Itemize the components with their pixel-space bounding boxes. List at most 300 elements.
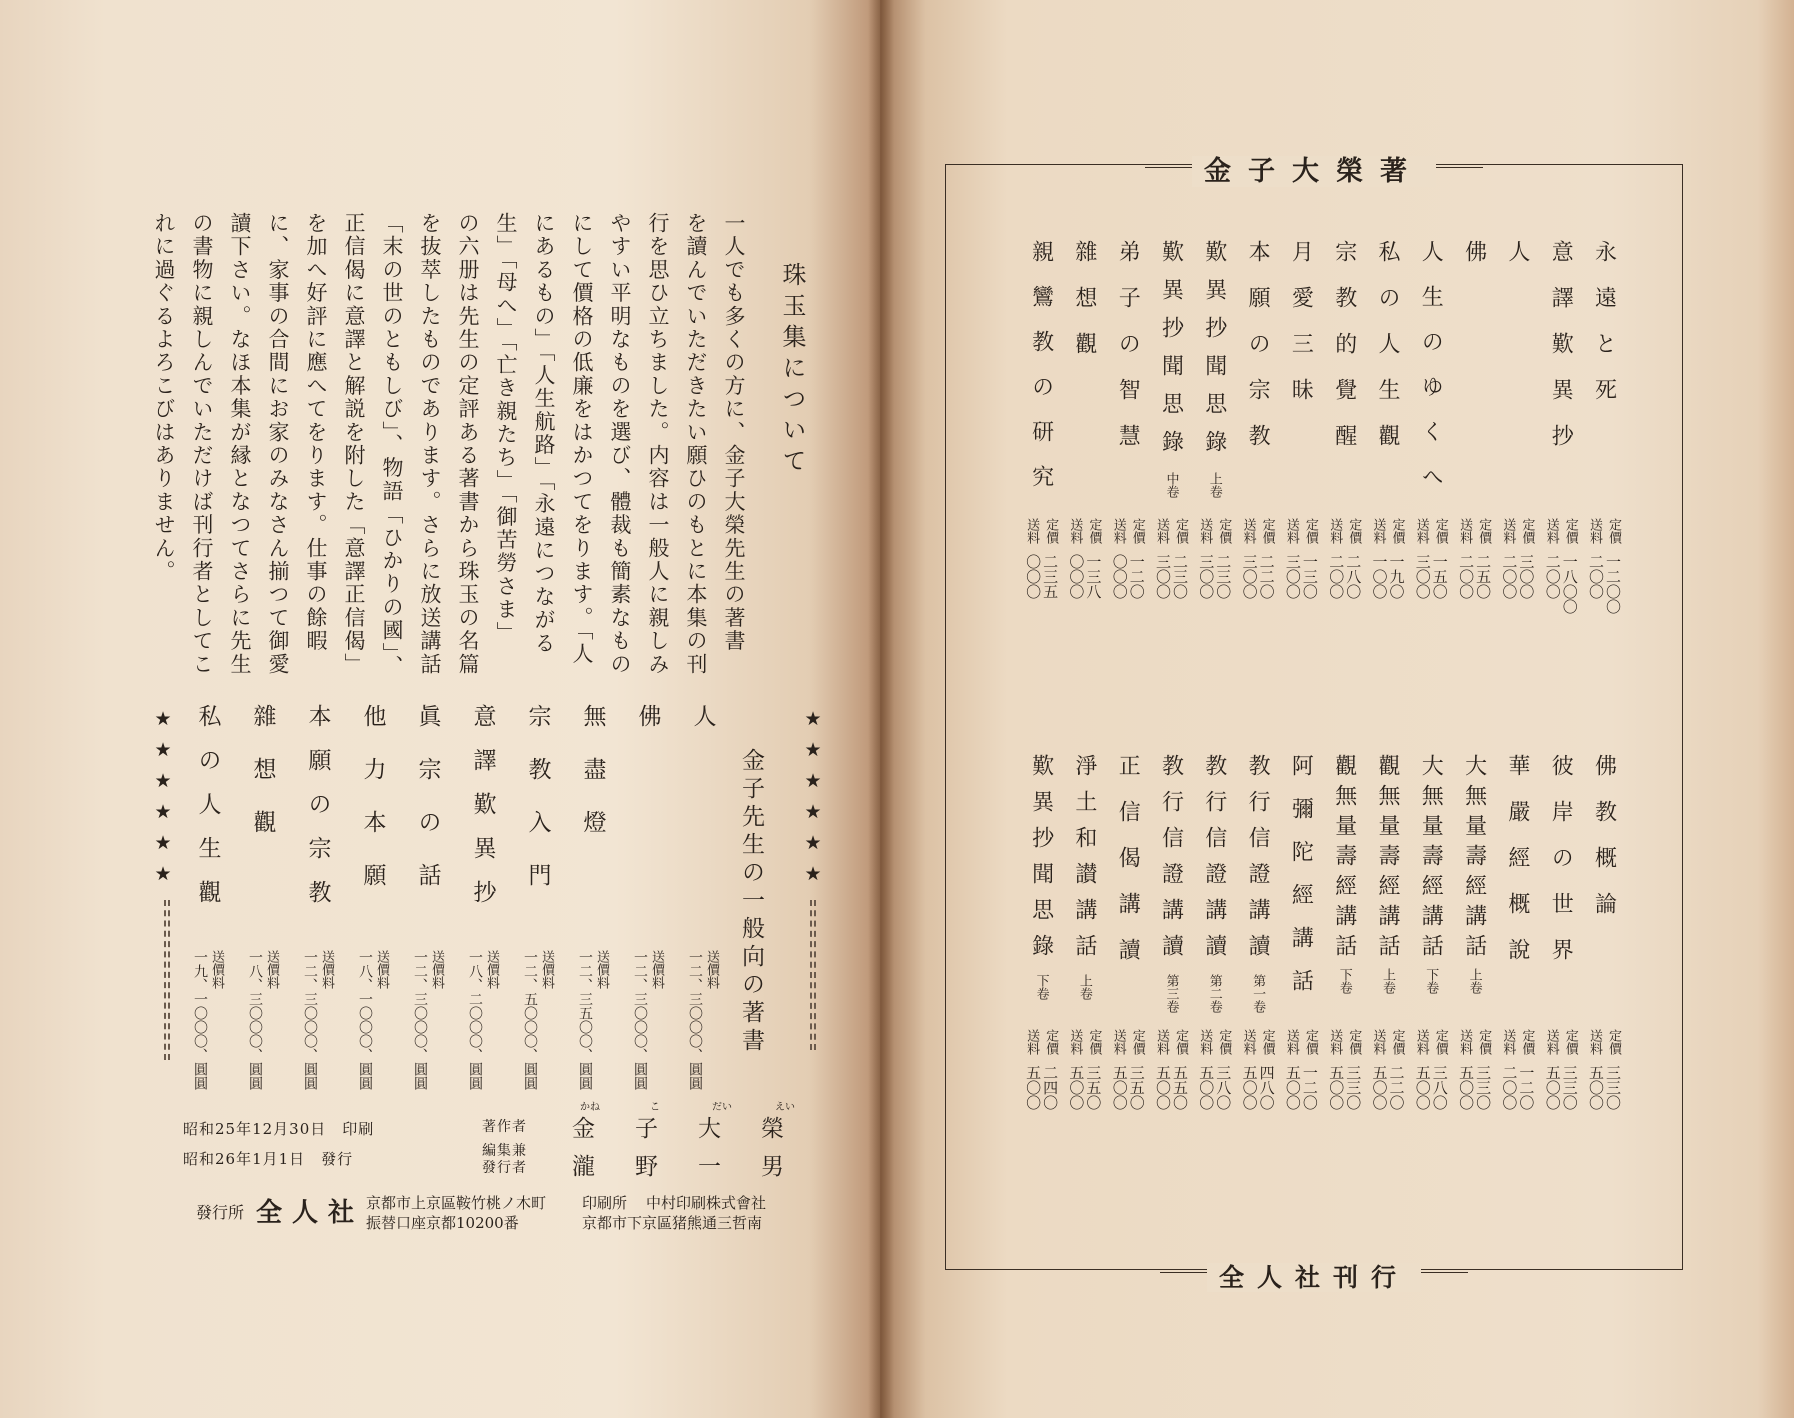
- price-label-teika: 定價: [1346, 1029, 1362, 1055]
- catalog-book-title: 佛: [1461, 240, 1487, 262]
- catalog-book-title: 佛教概論: [1591, 754, 1617, 938]
- price-label-soryo: 送料: [1154, 518, 1169, 544]
- catalog-book-price: [1020, 518, 1062, 599]
- postage-value: 二〇〇: [1500, 1065, 1519, 1110]
- general-book-price: [460, 950, 506, 1090]
- catalog-book-price: [1410, 1029, 1452, 1110]
- catalog-book-volume: 下卷: [1336, 968, 1352, 994]
- general-book-price-value: 一二、三五〇〇、圓圓: [577, 950, 593, 1090]
- price-label-teika: 定價: [1086, 1029, 1102, 1055]
- general-book-price-value: 一八、一〇〇〇、圓圓: [357, 950, 373, 1090]
- general-book-title: 佛: [634, 704, 661, 727]
- price-value: 一五〇: [1430, 554, 1449, 599]
- publisher-name: 全人社: [256, 1198, 365, 1228]
- price-label-teika: 定價: [1259, 518, 1275, 544]
- general-book-entry: [680, 704, 726, 1090]
- catalog-book-price: [1367, 518, 1409, 599]
- intro-line: を抜萃したものであります。さらに放送講話: [418, 212, 442, 676]
- catalog-book-entry: [1193, 240, 1235, 599]
- general-book-price-value: 一二、三〇〇〇、圓圓: [632, 950, 648, 1090]
- general-book-price: [185, 950, 231, 1090]
- general-book-title: 私の人生觀: [194, 704, 221, 924]
- catalog-book-price: [1323, 1029, 1365, 1110]
- general-book-entry: [515, 704, 561, 1090]
- price-label-teika: 定價: [1562, 518, 1578, 544]
- general-book-entry: [625, 704, 671, 1090]
- price-value: 二五〇: [1474, 554, 1493, 599]
- general-book-price-value: 一九、一〇〇〇、圓圓: [192, 950, 208, 1090]
- general-book-price-label: 送價料: [319, 950, 334, 989]
- catalog-book-title: 歎異抄聞思錄: [1158, 240, 1184, 468]
- general-book-price: [515, 950, 561, 1090]
- catalog-book-entry: [1150, 240, 1192, 599]
- catalog-book-entry: [1496, 754, 1538, 1110]
- catalog-book-title: 觀無量壽經講話: [1331, 754, 1357, 964]
- catalog-book-title: 雜想觀: [1071, 240, 1097, 378]
- price-label-soryo: 送料: [1327, 1029, 1343, 1055]
- catalog-header: [945, 151, 1683, 190]
- catalog-book-title: 意譯歎異抄: [1548, 240, 1574, 470]
- printer-address: 京都市下京區猪熊通三哲南: [582, 1214, 763, 1232]
- catalog-book-price: [1237, 1029, 1279, 1110]
- price-label-teika: 定價: [1173, 1029, 1188, 1055]
- price-value: 二二〇: [1257, 554, 1276, 599]
- price-label-teika: 定價: [1389, 1029, 1405, 1055]
- catalog-book-price: [1453, 518, 1495, 599]
- catalog-book-entry: [1237, 240, 1279, 599]
- general-book-title: 雜想觀: [249, 704, 276, 863]
- author-ruby-2: こ: [650, 1102, 660, 1113]
- price-label-soryo: 送料: [1283, 518, 1299, 544]
- price-value: 五五〇: [1171, 1065, 1189, 1110]
- postage-value: 五〇〇: [1067, 1065, 1086, 1110]
- price-label-teika: 定價: [1606, 518, 1621, 544]
- price-label-teika: 定價: [1259, 1029, 1275, 1055]
- price-label-teika: 定價: [1476, 1029, 1492, 1055]
- price-label-soryo: 送料: [1067, 1029, 1083, 1055]
- general-book-entry: [350, 704, 396, 1090]
- catalog-book-title: 正信偈講讀: [1115, 754, 1141, 984]
- catalog-book-title: 歎異抄聞思錄: [1028, 754, 1054, 970]
- general-book-price-value: 一二、三〇〇〇、圓圓: [302, 950, 318, 1090]
- price-label-teika: 定價: [1086, 518, 1102, 544]
- author-ruby-4: えい: [775, 1102, 795, 1113]
- catalog-book-title: 觀無量壽經講話: [1375, 754, 1400, 964]
- price-label-teika: 定價: [1043, 518, 1059, 544]
- postage-value: 二〇〇: [1500, 554, 1519, 599]
- general-book-price-label: 送價料: [374, 950, 389, 989]
- catalog-book-entry: [1020, 754, 1062, 1110]
- catalog-book-title: 教行信證講讀: [1158, 754, 1184, 970]
- price-value: 二三五: [1041, 554, 1060, 599]
- price-value: 一八〇〇: [1560, 554, 1579, 614]
- catalog-book-entry: [1453, 754, 1495, 1110]
- catalog-book-title: 永遠と死: [1591, 240, 1617, 424]
- editor-role-1: 編集兼: [482, 1143, 527, 1159]
- catalog-book-title: 彼岸の世界: [1548, 754, 1574, 984]
- general-book-entry: [295, 704, 341, 1090]
- intro-line: に、家事の合間にお家のみなさん揃つて御愛: [266, 212, 290, 676]
- price-label-soryo: 送料: [1197, 1029, 1213, 1055]
- stars-right: ★★★★★★: [802, 708, 824, 894]
- catalog-book-price: [1583, 1029, 1625, 1110]
- postage-value: 二〇〇: [1543, 554, 1562, 599]
- price-label-soryo: 送料: [1327, 518, 1343, 544]
- intro-line: 一人でも多くの方に、金子大榮先生の著書: [722, 212, 746, 653]
- price-value: 一三八: [1084, 554, 1103, 599]
- general-book-price-value: 一八、二〇〇〇、圓圓: [467, 950, 483, 1090]
- price-value: 一二〇: [1127, 554, 1146, 599]
- intro-line: を讀んでいただきたい願ひのもとに本集の刊: [684, 212, 708, 676]
- dashed-rule-left: [164, 900, 170, 1060]
- author-name: 金子大榮: [572, 1116, 824, 1142]
- postage-value: 五〇〇: [1154, 1065, 1172, 1110]
- price-label-teika: 定價: [1476, 518, 1492, 544]
- general-book-title: 眞宗の話: [414, 704, 441, 916]
- catalog-book-title: 宗教的覺醒: [1331, 240, 1357, 470]
- catalog-book-entry: [1323, 754, 1365, 1110]
- catalog-book-volume: 上卷: [1076, 974, 1092, 1000]
- general-book-price-label: 送價料: [539, 950, 554, 989]
- publisher-address: 京都市上京區鞍竹桃ノ木町: [366, 1194, 547, 1212]
- catalog-book-volume: 下卷: [1423, 968, 1439, 994]
- catalog-book-entry: [1540, 754, 1582, 1110]
- general-book-price-value: 一二、三〇〇〇、圓圓: [687, 950, 703, 1090]
- catalog-book-title: 弟子の智慧: [1115, 240, 1141, 470]
- catalog-footer: [945, 1258, 1683, 1294]
- catalog-book-title: 私の人生觀: [1375, 240, 1400, 470]
- general-book-entry: [185, 704, 231, 1090]
- general-book-price: [350, 950, 396, 1090]
- general-book-title: 宗教入門: [524, 704, 551, 916]
- catalog-book-title: 月愛三昧: [1288, 240, 1314, 424]
- catalog-book-price: [1496, 518, 1538, 599]
- catalog-book-title: 人: [1504, 240, 1530, 262]
- price-label-soryo: 送料: [1067, 518, 1083, 544]
- intro-line: 正信偈に意譯と解説を附した「意譯正信偈」: [342, 212, 366, 676]
- catalog-book-price: [1540, 1029, 1582, 1110]
- general-book-price-value: 一二、五〇〇〇、圓圓: [522, 950, 538, 1090]
- catalog-book-price: [1280, 1029, 1322, 1110]
- price-label-soryo: 送料: [1543, 1029, 1559, 1055]
- intro-title: 珠玉集について: [778, 262, 806, 479]
- price-label-teika: 定價: [1173, 518, 1188, 544]
- catalog-book-entry: [1583, 754, 1625, 1110]
- postage-value: 五〇〇: [1587, 1065, 1605, 1110]
- postage-value: 五〇〇: [1197, 1065, 1216, 1110]
- catalog-book-price: [1150, 1029, 1192, 1110]
- catalog-book-price: [1410, 518, 1452, 599]
- general-book-price-label: 送價料: [594, 950, 609, 989]
- catalog-book-entry: [1280, 754, 1322, 1110]
- postage-value: 三〇〇: [1154, 554, 1172, 599]
- intro-line: にして價格の低廉をはかつてをります。「人: [570, 212, 594, 666]
- general-book-price: [570, 950, 616, 1090]
- intro-line: 行を思ひ立ちました。内容は一般人に親しみ: [646, 212, 670, 676]
- publisher-account: 振替口座京都10200番: [366, 1214, 519, 1232]
- catalog-book-price: [1107, 518, 1149, 599]
- postage-value: 五〇〇: [1024, 1065, 1043, 1110]
- postage-value: 五〇〇: [1327, 1065, 1346, 1110]
- catalog-book-entry: [1280, 240, 1322, 599]
- postage-value: 〇〇〇: [1110, 554, 1129, 599]
- price-label-teika: 定價: [1432, 1029, 1448, 1055]
- catalog-book-title: 教行信證講讀: [1245, 754, 1271, 970]
- price-label-teika: 定價: [1606, 1029, 1621, 1055]
- general-book-title: 他力本願: [359, 704, 386, 916]
- price-label-soryo: 送料: [1587, 1029, 1602, 1055]
- catalog-book-entry: [1063, 754, 1105, 1110]
- price-label-teika: 定價: [1519, 1029, 1535, 1055]
- postage-value: 五〇〇: [1457, 1065, 1476, 1110]
- postage-value: 二〇〇: [1587, 554, 1605, 599]
- postage-value: 〇〇〇: [1067, 554, 1086, 599]
- book-gutter: [868, 0, 894, 1418]
- postage-value: 一〇〇: [1370, 554, 1389, 599]
- catalog-book-price: [1063, 1029, 1105, 1110]
- catalog-book-volume: 第三卷: [1163, 974, 1179, 1013]
- catalog-book-price: [1107, 1029, 1149, 1110]
- general-book-price-label: 送價料: [649, 950, 664, 989]
- catalog-book-price: [1453, 1029, 1495, 1110]
- intro-line: の六册は先生の定評ある著書から珠玉の名篇: [456, 212, 480, 676]
- catalog-book-entry: [1583, 240, 1625, 614]
- price-label-teika: 定價: [1216, 1029, 1232, 1055]
- catalog-book-volume: 下卷: [1033, 974, 1049, 1000]
- price-value: 三三〇: [1560, 1065, 1579, 1110]
- catalog-header-title: 金子大榮著: [1192, 156, 1436, 187]
- intro-line: を加へ好評に應へてをります。仕事の餘暇: [304, 212, 328, 653]
- price-value: 四八〇: [1257, 1065, 1276, 1110]
- general-book-title: 人: [689, 704, 716, 727]
- price-label-soryo: 送料: [1110, 518, 1126, 544]
- catalog-footer-title: 全人社刊行: [1207, 1263, 1421, 1292]
- price-value: 一二〇〇: [1604, 554, 1622, 614]
- general-book-price-value: 一八、三〇〇〇、圓圓: [247, 950, 263, 1090]
- general-book-entry: [460, 704, 506, 1090]
- catalog-book-volume: 中卷: [1163, 472, 1179, 498]
- catalog-book-entry: [1020, 240, 1062, 599]
- price-label-soryo: 送料: [1154, 1029, 1169, 1055]
- stars-left: ★★★★★★: [152, 708, 174, 894]
- price-value: 三三〇: [1344, 1065, 1363, 1110]
- price-label-soryo: 送料: [1370, 518, 1386, 544]
- catalog-book-volume: 上卷: [1206, 472, 1222, 498]
- intro-line: の書物に親しんでいただけば刊行者としてこ: [190, 212, 214, 676]
- price-label-teika: 定價: [1129, 518, 1145, 544]
- printer-label: 印刷所: [582, 1194, 628, 1212]
- postage-value: 二〇〇: [1457, 554, 1476, 599]
- price-label-soryo: 送料: [1283, 1029, 1299, 1055]
- catalog-book-price: [1540, 518, 1582, 614]
- catalog-book-entry: [1410, 240, 1452, 599]
- catalog-book-title: 華嚴經概說: [1504, 754, 1530, 984]
- catalog-book-price: [1020, 1029, 1062, 1110]
- intro-line: にあるもの」「人生航路」「永遠につながる: [532, 212, 556, 655]
- catalog-book-title: 教行信證講讀: [1201, 754, 1227, 970]
- catalog-book-title: 本願の宗教: [1245, 240, 1271, 470]
- catalog-book-volume: 上卷: [1380, 968, 1395, 994]
- price-label-teika: 定價: [1519, 518, 1535, 544]
- catalog-book-price: [1496, 1029, 1538, 1110]
- catalog-book-price: [1323, 518, 1365, 599]
- general-book-price-value: 一二、三〇〇〇、圓圓: [412, 950, 428, 1090]
- print-date: 昭和25年12月30日 印刷: [183, 1120, 375, 1138]
- price-label-soryo: 送料: [1370, 1029, 1386, 1055]
- intro-line: 讀下さい。なほ本集が縁となつてさらに先生: [228, 212, 252, 676]
- postage-value: 五〇〇: [1413, 1065, 1432, 1110]
- postage-value: 五〇〇: [1240, 1065, 1259, 1110]
- price-label-teika: 定價: [1302, 518, 1318, 544]
- postage-value: 三〇〇: [1240, 554, 1259, 599]
- price-label-soryo: 送料: [1110, 1029, 1126, 1055]
- author-ruby-1: かね: [580, 1102, 600, 1113]
- catalog-book-price: [1193, 1029, 1235, 1110]
- price-label-soryo: 送料: [1587, 518, 1602, 544]
- general-book-price: [240, 950, 286, 1090]
- catalog-book-price: [1280, 518, 1322, 599]
- general-book-price: [625, 950, 671, 1090]
- price-label-soryo: 送料: [1197, 518, 1213, 544]
- catalog-book-entry: [1367, 240, 1409, 599]
- price-value: 一三〇: [1300, 554, 1319, 599]
- price-value: 三五〇: [1084, 1065, 1103, 1110]
- intro-line: れに過ぐるよろこびはありません。: [152, 212, 176, 584]
- price-label-soryo: 送料: [1457, 1029, 1473, 1055]
- general-book-price-label: 送價料: [209, 950, 224, 989]
- editor-role-2: 發行者: [482, 1160, 527, 1176]
- catalog-book-title: 大無量壽經講話: [1461, 754, 1487, 964]
- price-value: 三三〇: [1474, 1065, 1493, 1110]
- author-ruby-3: だい: [712, 1102, 732, 1113]
- catalog-book-entry: [1367, 754, 1409, 1110]
- catalog-book-entry: [1496, 240, 1538, 599]
- price-label-teika: 定價: [1562, 1029, 1578, 1055]
- general-book-price-label: 送價料: [264, 950, 279, 989]
- general-book-price: [295, 950, 341, 1090]
- dashed-rule-right: [810, 900, 816, 1050]
- catalog-book-entry: [1323, 240, 1365, 599]
- postage-value: 五〇〇: [1370, 1065, 1389, 1110]
- general-book-entry: [405, 704, 451, 1090]
- price-value: 二二〇: [1387, 1065, 1406, 1110]
- postage-value: 三〇〇: [1197, 554, 1216, 599]
- catalog-book-price: [1193, 518, 1235, 599]
- catalog-book-entry: [1540, 240, 1582, 614]
- catalog-book-entry: [1193, 754, 1235, 1110]
- postage-value: 二〇〇: [1327, 554, 1346, 599]
- intro-line: 生」「母へ」「亡き親たち」「御苦勞さま」: [494, 212, 518, 645]
- price-label-soryo: 送料: [1413, 1029, 1429, 1055]
- catalog-book-title: 淨土和讃講話: [1071, 754, 1097, 970]
- catalog-book-volume: 第二卷: [1206, 974, 1222, 1013]
- general-book-title: 本願の宗教: [304, 704, 331, 924]
- price-label-teika: 定價: [1302, 1029, 1318, 1055]
- intro-line: やすい平明なものを選び、體裁も簡素なもの: [608, 212, 632, 676]
- postage-value: 〇〇〇: [1024, 554, 1043, 599]
- price-value: 三〇〇: [1517, 554, 1536, 599]
- price-value: 三八〇: [1214, 1065, 1233, 1110]
- editor-name: 瀧野一男: [572, 1154, 824, 1180]
- catalog-book-volume: 上卷: [1466, 968, 1482, 994]
- price-value: 三三〇: [1604, 1065, 1622, 1110]
- catalog-book-entry: [1150, 754, 1192, 1110]
- price-label-teika: 定價: [1129, 1029, 1145, 1055]
- price-label-soryo: 送料: [1240, 1029, 1256, 1055]
- catalog-book-entry: [1410, 754, 1452, 1110]
- catalog-book-entry: [1453, 240, 1495, 599]
- catalog-book-title: 大無量壽經講話: [1418, 754, 1444, 964]
- price-label-soryo: 送料: [1024, 1029, 1040, 1055]
- price-label-soryo: 送料: [1500, 518, 1516, 544]
- price-label-soryo: 送料: [1457, 518, 1473, 544]
- publisher-label: 發行所: [196, 1203, 245, 1222]
- general-book-price-label: 送價料: [704, 950, 719, 989]
- general-works-title: 金子先生の一般向の著書: [738, 748, 764, 1056]
- price-label-teika: 定價: [1043, 1029, 1059, 1055]
- general-book-price-label: 送價料: [429, 950, 444, 989]
- general-book-title: 無盡燈: [579, 704, 606, 863]
- catalog-book-entry: [1107, 754, 1149, 1110]
- price-label-soryo: 送料: [1413, 518, 1429, 544]
- catalog-book-volume: 第一卷: [1250, 974, 1266, 1013]
- catalog-book-price: [1150, 518, 1192, 599]
- price-value: 二四〇: [1041, 1065, 1060, 1110]
- catalog-book-title: 阿彌陀經講話: [1288, 754, 1314, 1012]
- price-value: 二八〇: [1344, 554, 1363, 599]
- catalog-book-price: [1367, 1029, 1409, 1110]
- general-book-price-label: 送價料: [484, 950, 499, 989]
- catalog-book-entry: [1063, 240, 1105, 599]
- price-label-soryo: 送料: [1500, 1029, 1516, 1055]
- catalog-book-price: [1237, 518, 1279, 599]
- price-value: 三八〇: [1430, 1065, 1449, 1110]
- postage-value: 三〇〇: [1413, 554, 1432, 599]
- postage-value: 五〇〇: [1543, 1065, 1562, 1110]
- general-book-title: 意譯歎異抄: [469, 704, 496, 924]
- publish-date: 昭和26年1月1日 發行: [183, 1150, 354, 1168]
- catalog-book-entry: [1237, 754, 1279, 1110]
- general-book-price: [680, 950, 726, 1090]
- price-value: 三五〇: [1127, 1065, 1146, 1110]
- postage-value: 五〇〇: [1283, 1065, 1302, 1110]
- price-value: 一二〇: [1517, 1065, 1536, 1110]
- price-value: 一九〇: [1387, 554, 1406, 599]
- general-book-price: [405, 950, 451, 1090]
- price-label-soryo: 送料: [1024, 518, 1040, 544]
- general-book-entry: [240, 704, 286, 1090]
- intro-line: 「末の世のともしび」、物語「ひかりの國」、: [380, 212, 404, 679]
- price-value: 二三〇: [1171, 554, 1189, 599]
- price-label-soryo: 送料: [1543, 518, 1559, 544]
- postage-value: 三〇〇: [1283, 554, 1302, 599]
- general-book-entry: [570, 704, 616, 1090]
- price-label-soryo: 送料: [1240, 518, 1256, 544]
- price-label-teika: 定價: [1346, 518, 1362, 544]
- catalog-book-title: 親鸞教の研究: [1028, 240, 1054, 510]
- price-value: 二三〇: [1214, 554, 1233, 599]
- price-label-teika: 定價: [1432, 518, 1448, 544]
- price-label-teika: 定價: [1216, 518, 1232, 544]
- author-role: 著作者: [482, 1119, 527, 1135]
- printer-name: 中村印刷株式會社: [646, 1194, 767, 1212]
- catalog-book-price: [1583, 518, 1625, 614]
- catalog-book-price: [1063, 518, 1105, 599]
- price-label-teika: 定價: [1389, 518, 1405, 544]
- postage-value: 五〇〇: [1110, 1065, 1129, 1110]
- catalog-book-title: 歎異抄聞思錄: [1201, 240, 1227, 468]
- catalog-book-entry: [1107, 240, 1149, 599]
